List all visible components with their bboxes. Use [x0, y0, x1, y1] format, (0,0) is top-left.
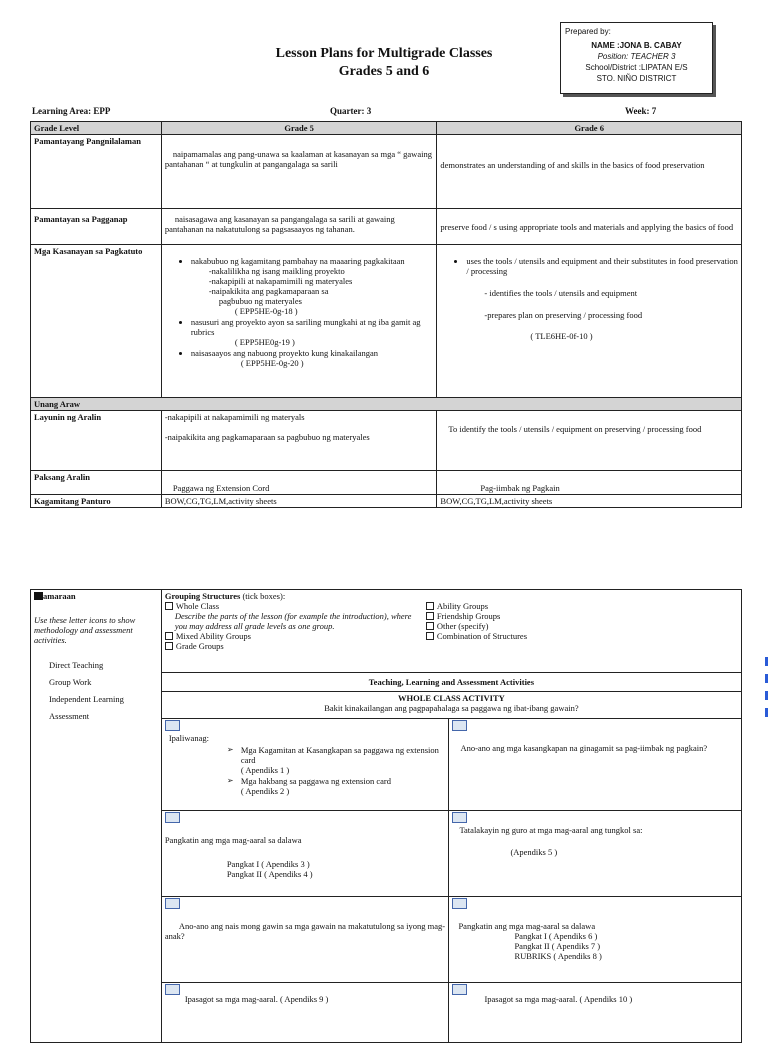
- checkbox[interactable]: [426, 622, 434, 630]
- opt-description: Describe the parts of the lesson (for example the introduction), where you may address all grade levels as one group.: [174, 611, 412, 631]
- procedure-label: amaraan: [34, 591, 158, 601]
- cell-text: preserve food / s using appropriate tools and materials and applying the basics of food: [440, 222, 734, 232]
- whole-class-heading: WHOLE CLASS ACTIVITY: [162, 691, 741, 703]
- cell-text: ( Apendiks 1 ): [240, 765, 290, 775]
- checkbox[interactable]: [165, 602, 173, 610]
- guiding-question: Bakit kinakailangan ang pagpapahalaga sa paggawa ng ibat-ibang gawain?: [324, 703, 579, 713]
- opt-friendship: Friendship Groups: [436, 611, 501, 621]
- cell-text: To identify the tools / utensils / equipment on preserving / processing food: [448, 424, 702, 434]
- cell-text: Pangkat I ( Apendiks 3 ): [226, 859, 310, 869]
- cell-text: Pangkat II ( Apendiks 4 ): [226, 869, 313, 879]
- row-label: Kagamitang Panturo: [31, 495, 162, 508]
- method-item: Assessment: [49, 711, 90, 721]
- checkbox[interactable]: [426, 632, 434, 640]
- method-list: [34, 657, 158, 725]
- cell-text: Ipaliwanag:: [168, 733, 209, 743]
- page-title: Lesson Plans for Multigrade Classes: [275, 46, 493, 61]
- cell-text: Pangkatin ang mga mag-aaral sa dalawa: [164, 835, 302, 845]
- learning-area: Learning Area: EPP: [32, 106, 111, 116]
- redacted-mark: [34, 592, 43, 600]
- cell-text: Ano-ano ang mga kasangkapan na ginagamit sa pag-iimbak ng pagkain?: [460, 743, 708, 753]
- cell-text: Ano-ano ang nais mong gawin sa mga gawain na makatutulong sa iyong mag-anak?: [164, 921, 446, 941]
- prepared-position: Position: TEACHER 3: [597, 52, 676, 61]
- checkbox[interactable]: [426, 602, 434, 610]
- cell-text: Pag-iimbak ng Pagkain: [480, 483, 560, 493]
- week: Week: 7: [625, 106, 657, 116]
- cell-text: Paggawa ng Extension Cord: [172, 483, 270, 493]
- skill-item: uses the tools / utensils and equipment and their substitutes in food preservation / processing: [466, 256, 738, 276]
- skill-item: nakabubuo ng kagamitang pambahay na maaaring pagkakitaan: [190, 256, 405, 266]
- cell-text: Mga hakbang sa paggawa ng extension card: [240, 776, 391, 786]
- cell-text: Pangkat I ( Apendiks 6 ): [514, 931, 598, 941]
- procedure-table: [30, 589, 742, 1043]
- tla-heading: Teaching, Learning and Assessment Activities: [368, 677, 535, 687]
- row-label: Layunin ng Aralin: [31, 411, 162, 471]
- cell-text: naisasagawa ang kasanayan sa pangangalaga sa sarili at gawaing pantahanan na nakatutulong sa pagsasaayos ng tahanan.: [164, 214, 395, 234]
- cell-text: RUBRIKS ( Apendiks 8 ): [514, 951, 602, 961]
- opt-whole-class: Whole Class: [175, 601, 220, 611]
- grade5-header: Grade 5: [161, 122, 437, 135]
- skill-sub: - identifies the tools / utensils and equipment: [484, 288, 638, 298]
- activity-icon: [165, 812, 180, 823]
- opt-combination: Combination of Structures: [436, 631, 528, 641]
- opt-grade: Grade Groups: [175, 641, 224, 651]
- activity-icon: [165, 720, 180, 731]
- checkbox[interactable]: [165, 642, 173, 650]
- lesson-table: [30, 121, 742, 508]
- row-label: Mga Kasanayan sa Pagkatuto: [31, 245, 162, 398]
- activity-icon: [452, 898, 467, 909]
- activity-icon: [452, 720, 467, 731]
- cell-text: Pangkatin ang mga mag-aaral sa dalawa: [458, 921, 596, 931]
- prepared-label: Prepared by:: [565, 27, 611, 36]
- page-subtitle: Grades 5 and 6: [338, 64, 430, 79]
- prepared-by-box: [560, 22, 713, 94]
- activity-icon: [452, 984, 467, 995]
- grouping-title: Grouping Structures: [164, 591, 241, 601]
- skill-sub: -nakapipili at nakapamimili ng materyales: [208, 276, 353, 286]
- prepared-name: NAME :JONA B. CABAY: [591, 41, 682, 50]
- side-note: Use these letter icons to show methodology and assessment activities.: [34, 615, 136, 645]
- checkbox[interactable]: [165, 632, 173, 640]
- cell-text: Ipasagot sa mga mag-aaral. ( Apendiks 10 ): [484, 994, 633, 1004]
- cell-text: BOW,CG,TG,LM,activity sheets: [161, 495, 437, 508]
- row-label: Paksang Aralin: [31, 471, 162, 495]
- method-item: Independent Learning: [49, 694, 124, 704]
- grade-level-header: Grade Level: [31, 122, 162, 135]
- cell-text: -nakapipili at nakapamimili ng materyals: [164, 412, 305, 422]
- row-label: Pamantayang Pangnilalaman: [31, 135, 162, 209]
- cell-text: ( Apendiks 2 ): [240, 786, 290, 796]
- opt-ability: Ability Groups: [436, 601, 489, 611]
- section-unang-araw: Unang Araw: [31, 398, 742, 411]
- opt-mixed: Mixed Ability Groups: [175, 631, 251, 641]
- grouping-hint: (tick boxes):: [242, 591, 286, 601]
- cell-text: (Apendiks 5 ): [510, 847, 558, 857]
- cell-text: Tatalakayin ng guro at mga mag-aaral ang tungkol sa:: [459, 825, 643, 835]
- skill-item: naisasaayos ang nabuong proyekto kung kinakailangan: [190, 348, 378, 358]
- prepared-district: STO. NIÑO DISTRICT: [596, 74, 677, 83]
- cell-text: demonstrates an understanding of and skills in the basics of food preservation: [440, 160, 705, 170]
- prepared-school: School/District :LIPATAN E/S: [585, 63, 688, 72]
- skill-code: ( EPP5HE0g-19 ): [234, 337, 295, 347]
- method-item: Group Work: [49, 677, 92, 687]
- skill-sub: -naipakikita ang pagkamaparaan sa: [208, 286, 329, 296]
- activity-icon: [165, 898, 180, 909]
- skill-code: ( EPP5HE-0g-18 ): [234, 306, 298, 316]
- cell-text: -naipakikita ang pagkamaparaan sa pagbubuo ng materyales: [164, 432, 370, 442]
- activity-icon: [452, 812, 467, 823]
- skill-item: nasusuri ang proyekto ayon sa sariling mungkahi at ng iba gamit ag rubrics: [190, 317, 421, 337]
- activity-icon: [165, 984, 180, 995]
- row-label: Pamantayan sa Pagganap: [31, 209, 162, 245]
- skill-sub: -nakalilikha ng isang maikling proyekto: [208, 266, 345, 276]
- quarter: Quarter: 3: [330, 106, 372, 116]
- opt-other: Other (specify): [436, 621, 489, 631]
- skill-code: ( EPP5HE-0g-20 ): [240, 358, 304, 368]
- skill-sub: -prepares plan on preserving / processing food: [484, 310, 643, 320]
- skill-code: ( TLE6HE-0f-10 ): [530, 331, 593, 341]
- cell-text: Pangkat II ( Apendiks 7 ): [514, 941, 601, 951]
- checkbox[interactable]: [426, 612, 434, 620]
- method-item: Direct Teaching: [49, 660, 104, 670]
- cell-text: naipamamalas ang pang-unawa sa kaalaman at kasanayan sa mga “ gawaing pantahanan “ at tungkulin at pangangalaga sa sarili: [164, 149, 432, 169]
- grade6-header: Grade 6: [437, 122, 742, 135]
- cell-text: Mga Kagamitan at Kasangkapan sa paggawa ng extension card: [240, 745, 439, 765]
- cell-text: BOW,CG,TG,LM,activity sheets: [437, 495, 742, 508]
- skill-sub: pagbubuo ng materyales: [218, 296, 302, 306]
- cell-text: Ipasagot sa mga mag-aaral. ( Apendiks 9 ): [184, 994, 329, 1004]
